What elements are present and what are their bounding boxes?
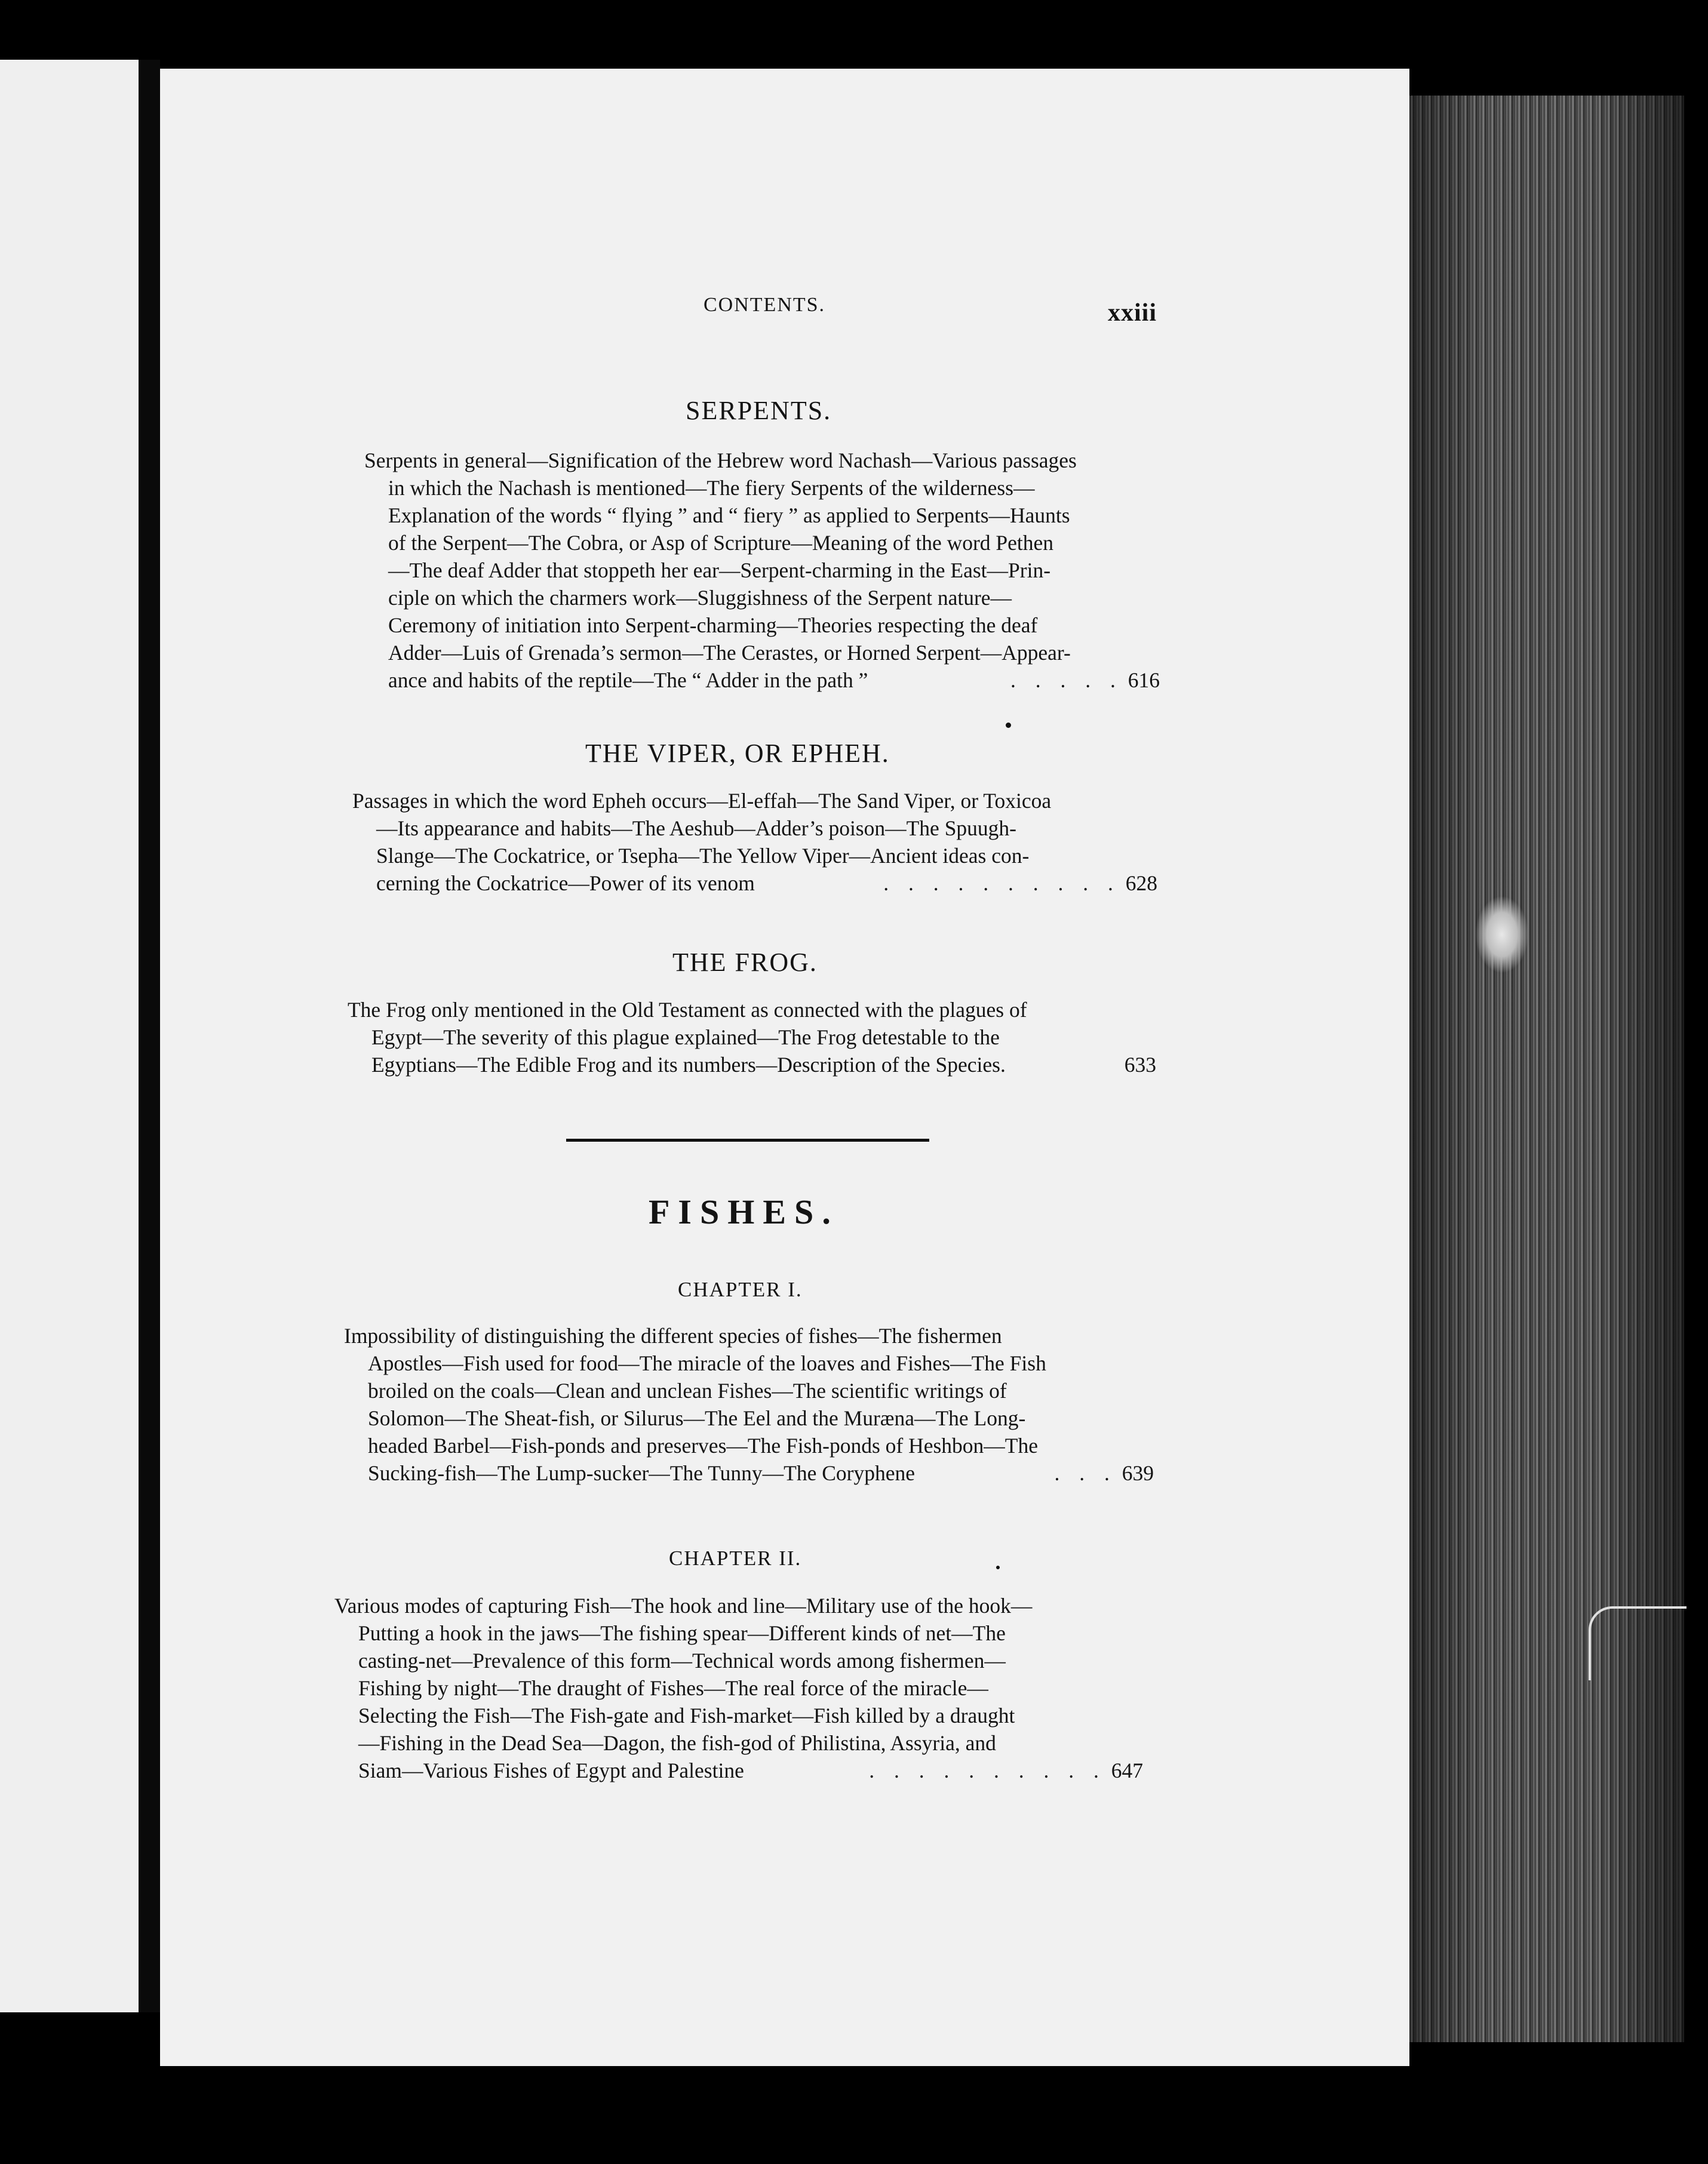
page-number: 616	[1128, 668, 1160, 692]
entry-line: Siam—Various Fishes of Egypt and Palestine	[358, 1759, 744, 1782]
paper-fiber-mark	[1589, 1606, 1687, 1680]
entry-line: Serpents in general—Signification of the Hebrew word Nachash—Various passages	[364, 448, 1077, 472]
entry-line: Putting a hook in the jaws—The fishing spear—Different kinds of net—The	[358, 1621, 1006, 1645]
entry-line: Impossibility of distinguishing the different species of fishes—The fishermen	[344, 1324, 1002, 1348]
entry-line: casting-net—Prevalence of this form—Technical words among fishermen—	[358, 1649, 1006, 1673]
dot-leaders: . . . . . . . . . .	[883, 871, 1120, 895]
entry-line: of the Serpent—The Cobra, or Asp of Scripture—Meaning of the word Pethen	[388, 531, 1054, 555]
page-number: 628	[1125, 871, 1157, 895]
entry-page-ref	[1125, 1051, 1156, 1078]
entry-line: —Its appearance and habits—The Aeshub—Adder’s poison—The Spuugh-	[376, 816, 1017, 840]
entry-line: Solomon—The Sheat-fish, or Silurus—The Eel and the Muræna—The Long-	[368, 1406, 1026, 1430]
entry-line: —The deaf Adder that stoppeth her ear—Serpent-charming in the East—Prin-	[388, 558, 1051, 582]
section-entry-serpents	[364, 447, 1160, 694]
dot-leaders: . . . . . . . . . .	[869, 1759, 1106, 1782]
section-entry-frog	[348, 996, 1156, 1078]
dot-leaders: . . . . .	[1010, 668, 1123, 692]
chapter-entry-2	[334, 1592, 1143, 1784]
entry-line: in which the Nachash is mentioned—The fiery Serpents of the wilderness—	[388, 476, 1035, 500]
fore-edge-shadow	[1397, 96, 1684, 2042]
entry-line: Apostles—Fish used for food—The miracle of the loaves and Fishes—The Fish	[368, 1351, 1046, 1375]
entry-line: broiled on the coals—Clean and unclean Fishes—The scientific writings of	[368, 1379, 1007, 1403]
entry-line: Ceremony of initiation into Serpent-charming—Theories respecting the deaf	[388, 613, 1038, 637]
chapter-label-1: CHAPTER I.	[678, 1278, 803, 1301]
entry-line: Fishing by night—The draught of Fishes—The real force of the miracle—	[358, 1676, 988, 1700]
ink-speck	[996, 1566, 1000, 1569]
entry-line: Egyptians—The Edible Frog and its numbers—Description of the Species.	[371, 1053, 1006, 1077]
entry-page-ref	[1010, 666, 1160, 694]
page-number: 647	[1111, 1759, 1143, 1782]
page-number: 633	[1124, 1053, 1156, 1077]
chapter-entry-1	[344, 1322, 1154, 1487]
running-head: CONTENTS.	[704, 294, 826, 316]
entry-line: Various modes of capturing Fish—The hook and line—Military use of the hook—	[334, 1594, 1033, 1618]
book-gutter	[139, 60, 160, 2012]
entry-last-line	[376, 869, 1157, 897]
entry-line: Slange—The Cockatrice, or Tsepha—The Yellow Viper—Ancient ideas con-	[376, 844, 1030, 868]
section-entry-viper	[352, 787, 1157, 897]
entry-line: ciple on which the charmers work—Sluggishness of the Serpent nature—	[388, 586, 1012, 610]
section-title-serpents: SERPENTS.	[686, 396, 832, 425]
page-number: 639	[1122, 1461, 1154, 1485]
entry-last-line	[388, 666, 1160, 694]
left-page-edge	[0, 60, 139, 2012]
entry-last-line	[371, 1051, 1156, 1078]
paper-blemish	[1475, 896, 1529, 973]
entry-last-line	[368, 1459, 1154, 1487]
entry-line: Passages in which the word Epheh occurs—El-effah—The Sand Viper, or Toxicoa	[352, 789, 1052, 813]
entry-line: Selecting the Fish—The Fish-gate and Fish-market—Fish killed by a draught	[358, 1704, 1015, 1727]
entry-page-ref	[869, 1757, 1143, 1784]
entry-line: Adder—Luis of Grenada’s sermon—The Cerastes, or Horned Serpent—Appear-	[388, 641, 1071, 665]
entry-page-ref	[1055, 1459, 1154, 1487]
dot-leaders: . . .	[1054, 1461, 1117, 1485]
ink-speck	[1006, 723, 1011, 728]
entry-line: cerning the Cockatrice—Power of its venom	[376, 871, 755, 895]
entry-page-ref	[883, 869, 1157, 897]
section-divider-rule	[566, 1139, 929, 1142]
section-title-frog: THE FROG.	[672, 948, 818, 977]
entry-line: —Fishing in the Dead Sea—Dagon, the fish-god of Philistina, Assyria, and	[358, 1731, 996, 1755]
part-title-fishes: FISHES.	[649, 1192, 839, 1231]
entry-last-line	[358, 1757, 1143, 1784]
section-title-viper: THE VIPER, OR EPHEH.	[585, 739, 890, 768]
page-folio: xxiii	[1108, 299, 1157, 327]
chapter-label-2: CHAPTER II.	[669, 1547, 802, 1570]
entry-line: headed Barbel—Fish-ponds and preserves—The Fish-ponds of Heshbon—The	[368, 1434, 1038, 1458]
entry-line: Sucking-fish—The Lump-sucker—The Tunny—The Coryphene	[368, 1461, 915, 1485]
entry-line: The Frog only mentioned in the Old Testament as connected with the plagues of	[348, 998, 1027, 1022]
entry-line: ance and habits of the reptile—The “ Adder in the path ”	[388, 668, 868, 692]
entry-line: Explanation of the words “ flying ” and “ fiery ” as applied to Serpents—Haunts	[388, 503, 1070, 527]
entry-line: Egypt—The severity of this plague explained—The Frog detestable to the	[371, 1025, 1000, 1049]
